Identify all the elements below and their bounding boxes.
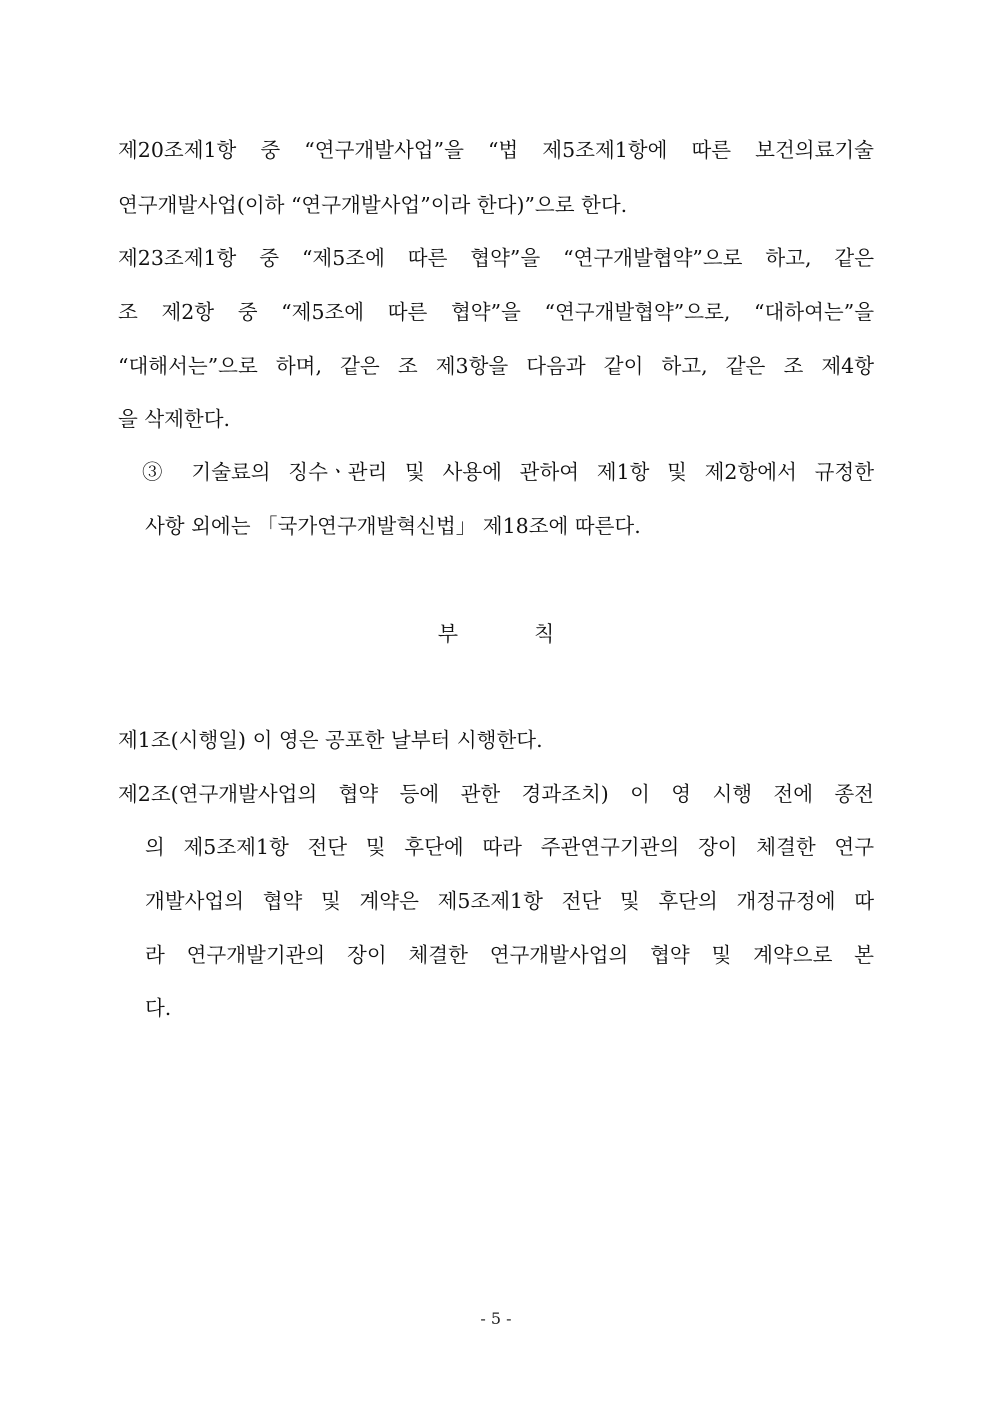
addenda-article-2-line-2: 의 제5조제1항 전단 및 후단에 따라 주관연구기관의 장이 체결한 연구 bbox=[145, 835, 874, 859]
addenda-article-2-line-3: 개발사업의 협약 및 계약은 제5조제1항 전단 및 후단의 개정규정에 따 bbox=[145, 889, 874, 913]
addenda-heading bbox=[0, 619, 992, 649]
addenda-article-2-line-5: 다. bbox=[145, 996, 172, 1020]
page-number: - 5 - bbox=[480, 1309, 512, 1328]
amendment-line-3: 제23조제1항 중 “제5조에 따른 협약”을 “연구개발협약”으로 하고, 같은 bbox=[118, 246, 874, 270]
amendment-line-1: 제20조제1항 중 “연구개발사업”을 “법 제5조제1항에 따른 보건의료기술 bbox=[118, 138, 874, 162]
clause-3-line-1: ③ 기술료의 징수ㆍ관리 및 사용에 관하여 제1항 및 제2항에서 규정한 bbox=[142, 460, 874, 484]
addenda-heading-left: 부 bbox=[437, 622, 458, 646]
addenda-article-1: 제1조(시행일) 이 영은 공포한 날부터 시행한다. bbox=[118, 728, 543, 752]
addenda-article-2-line-1: 제2조(연구개발사업의 협약 등에 관한 경과조치) 이 영 시행 전에 종전 bbox=[118, 782, 874, 806]
amendment-line-5: “대해서는”으로 하며, 같은 조 제3항을 다음과 같이 하고, 같은 조 제4항 bbox=[118, 354, 874, 378]
amendment-line-6: 을 삭제한다. bbox=[118, 407, 231, 431]
amendment-line-2: 연구개발사업(이하 “연구개발사업”이라 한다)”으로 한다. bbox=[118, 193, 628, 217]
amendment-line-4: 조 제2항 중 “제5조에 따른 협약”을 “연구개발협약”으로, “대하여는”을 bbox=[118, 300, 874, 324]
addenda-article-2-line-4: 라 연구개발기관의 장이 체결한 연구개발사업의 협약 및 계약으로 본 bbox=[145, 943, 874, 967]
clause-3-line-2: 사항 외에는 「국가연구개발혁신법」 제18조에 따른다. bbox=[145, 514, 641, 538]
addenda-heading-right: 칙 bbox=[534, 622, 555, 646]
